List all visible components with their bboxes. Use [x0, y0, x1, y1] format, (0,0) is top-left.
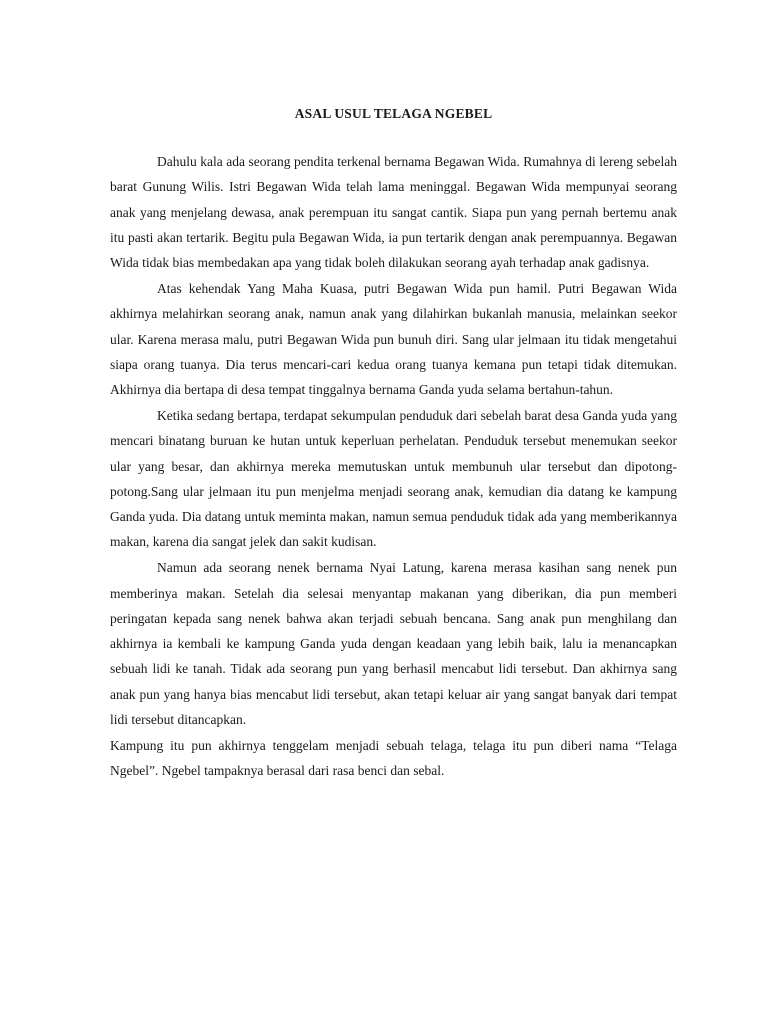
- document-title: ASAL USUL TELAGA NGEBEL: [294, 106, 493, 121]
- document-page: [110, 100, 677, 784]
- paragraph-1: Dahulu kala ada seorang pendita terkenal bernama Begawan Wida. Rumahnya di lereng sebelah barat Gunung Wilis. Istri Begawan Wida telah lama meninggal. Begawan Wida mempunyai seorang anak yang menjelang dewasa, anak perempuan itu sangat cantik. Siapa pun yang pernah bertemu anak itu pasti akan tertarik. Begitu pula Begawan Wida, ia pun tertarik dengan anak perempuannya. Begawan Wida tidak bias membedakan apa yang tidak boleh dilakukan seorang ayah terhadap anak gadisnya.: [110, 154, 677, 271]
- paragraph-2: Atas kehendak Yang Maha Kuasa, putri Begawan Wida pun hamil. Putri Begawan Wida akhirnya melahirkan seorang anak, namun anak yang dilahirkan bukanlah manusia, melainkan seekor ular. Karena merasa malu, putri Begawan Wida pun bunuh diri. Sang ular jelmaan itu tidak mengetahui siapa orang tuanya. Dia terus mencari-cari kedua orang tuanya kemana pun tetapi tidak ditemukan. Akhirnya dia bertapa di desa tempat tinggalnya bernama Ganda yuda selama bertahun-tahun.: [110, 280, 677, 398]
- paragraph-5: Kampung itu pun akhirnya tenggelam menjadi sebuah telaga, telaga itu pun diberi nama “Telaga Ngebel”. Ngebel tampaknya berasal dari rasa benci dan sebal.: [110, 737, 677, 779]
- paragraph-3: Ketika sedang bertapa, terdapat sekumpulan penduduk dari sebelah barat desa Ganda yuda yang mencari binatang buruan ke hutan untuk keperluan perhelatan. Penduduk tersebut menemukan seekor ular yang besar, dan akhirnya mereka memutuskan untuk membunuh ular tersebut dan dipotong-potong.Sang ular jelmaan itu pun menjelma menjadi seorang anak, kemudian dia datang ke kampung Ganda yuda. Dia datang untuk meminta makan, namun semua penduduk tidak ada yang memberikannya makan, karena dia sangat jelek dan sakit kudisan.: [110, 407, 677, 550]
- paragraph-4: Namun ada seorang nenek bernama Nyai Latung, karena merasa kasihan sang nenek pun memberinya makan. Setelah dia selesai menyantap makanan yang diberikan, dia pun memberi peringatan kepada sang nenek bahwa akan terjadi sebuah bencana. Sang anak pun menghilang dan akhirnya ia kembali ke kampung Ganda yuda dengan keadaan yang lebih baik, lalu ia menancapkan sebuah lidi ke tanah. Tidak ada seorang pun yang berhasil mencabut lidi tersebut. Dan akhirnya sang anak pun yang hanya bias mencabut lidi tersebut, akan tetapi keluar air yang sangat banyak dari tempat lidi tersebut ditancapkan.: [110, 560, 677, 728]
- title-spacer: [110, 128, 677, 149]
